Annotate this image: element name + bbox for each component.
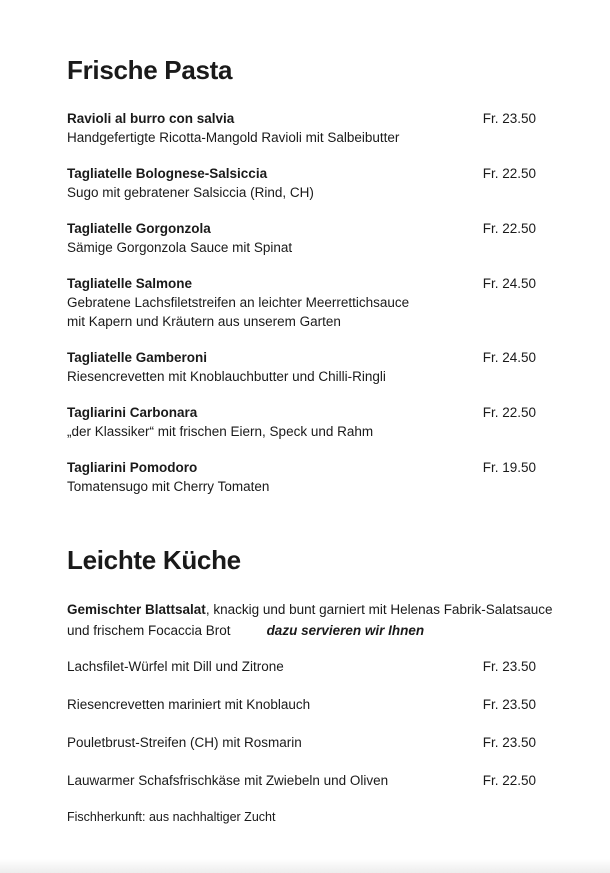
intro-lead: Gemischter Blattsalat	[67, 602, 206, 617]
item-name: Pouletbrust-Streifen (CH) mit Rosmarin	[67, 735, 302, 750]
intro-rest: , knackig und bunt garniert mit Helenas Fabrik-Salatsauce	[205, 602, 553, 617]
intro-text	[67, 599, 553, 641]
item-name: Tagliatelle Bolognese-Salsiccia	[67, 166, 268, 181]
item-price: Fr. 23.50	[482, 111, 536, 126]
item-name: Lachsfilet-Würfel mit Dill und Zitrone	[67, 659, 284, 674]
item-description: Sämige Gorgonzola Sauce mit Spinat	[67, 240, 293, 255]
fish-origin-footnote: Fischherkunft: aus nachhaltiger Zucht	[67, 810, 276, 824]
menu-item-list	[67, 109, 536, 496]
item-price: Fr. 23.50	[482, 659, 536, 674]
menu-item	[67, 733, 536, 752]
item-price: Fr. 22.50	[482, 773, 536, 788]
item-description: Sugo mit gebratener Salsiccia (Rind, CH)	[67, 185, 314, 200]
menu-item	[67, 771, 536, 790]
section-leichte-kueche	[67, 545, 553, 826]
item-price: Fr. 24.50	[482, 350, 536, 365]
menu-item	[67, 164, 536, 202]
menu-item	[67, 458, 536, 496]
item-name: Tagliatelle Gorgonzola	[67, 221, 211, 236]
item-price: Fr. 22.50	[482, 166, 536, 181]
menu-item	[67, 403, 536, 441]
item-name: Riesencrevetten mariniert mit Knoblauch	[67, 697, 311, 712]
item-name: Tagliatelle Salmone	[67, 276, 193, 291]
item-price: Fr. 23.50	[482, 697, 536, 712]
section-title-frische-pasta: Frische Pasta	[67, 55, 233, 85]
item-price: Fr. 22.50	[482, 221, 536, 236]
section-frische-pasta	[67, 55, 536, 496]
item-price: Fr. 22.50	[482, 405, 536, 420]
menu-item	[67, 695, 536, 714]
item-description: Tomatensugo mit Cherry Tomaten	[67, 479, 270, 494]
intro-line2: und frischem Focaccia Brot	[67, 623, 231, 638]
item-name: Tagliatelle Gamberoni	[67, 350, 208, 365]
item-name: Tagliarini Pomodoro	[67, 460, 198, 475]
item-price: Fr. 24.50	[482, 276, 536, 291]
item-price: Fr. 23.50	[482, 735, 536, 750]
item-description: Riesencrevetten mit Knoblauchbutter und Chilli-Ringli	[67, 369, 386, 384]
item-description: Handgefertigte Ricotta-Mangold Ravioli mit Salbeibutter	[67, 130, 400, 145]
intro-serving-note: dazu servieren wir Ihnen	[266, 623, 425, 638]
menu-item-list	[67, 657, 536, 790]
item-price: Fr. 19.50	[482, 460, 536, 475]
section-title-leichte-kueche: Leichte Küche	[67, 545, 241, 575]
menu-item	[67, 219, 536, 257]
menu-item	[67, 109, 536, 147]
item-description: Gebratene Lachsfiletstreifen an leichter Meerrettichsauce mit Kapern und Kräutern aus unserem Garten	[67, 295, 410, 329]
item-description: „der Klassiker“ mit frischen Eiern, Speck und Rahm	[67, 424, 374, 439]
item-name: Lauwarmer Schafsfrischkäse mit Zwiebeln und Oliven	[67, 773, 389, 788]
menu-item	[67, 657, 536, 676]
item-name: Tagliarini Carbonara	[67, 405, 198, 420]
menu-item	[67, 274, 536, 331]
menu-item	[67, 348, 536, 386]
item-name: Ravioli al burro con salvia	[67, 111, 235, 126]
